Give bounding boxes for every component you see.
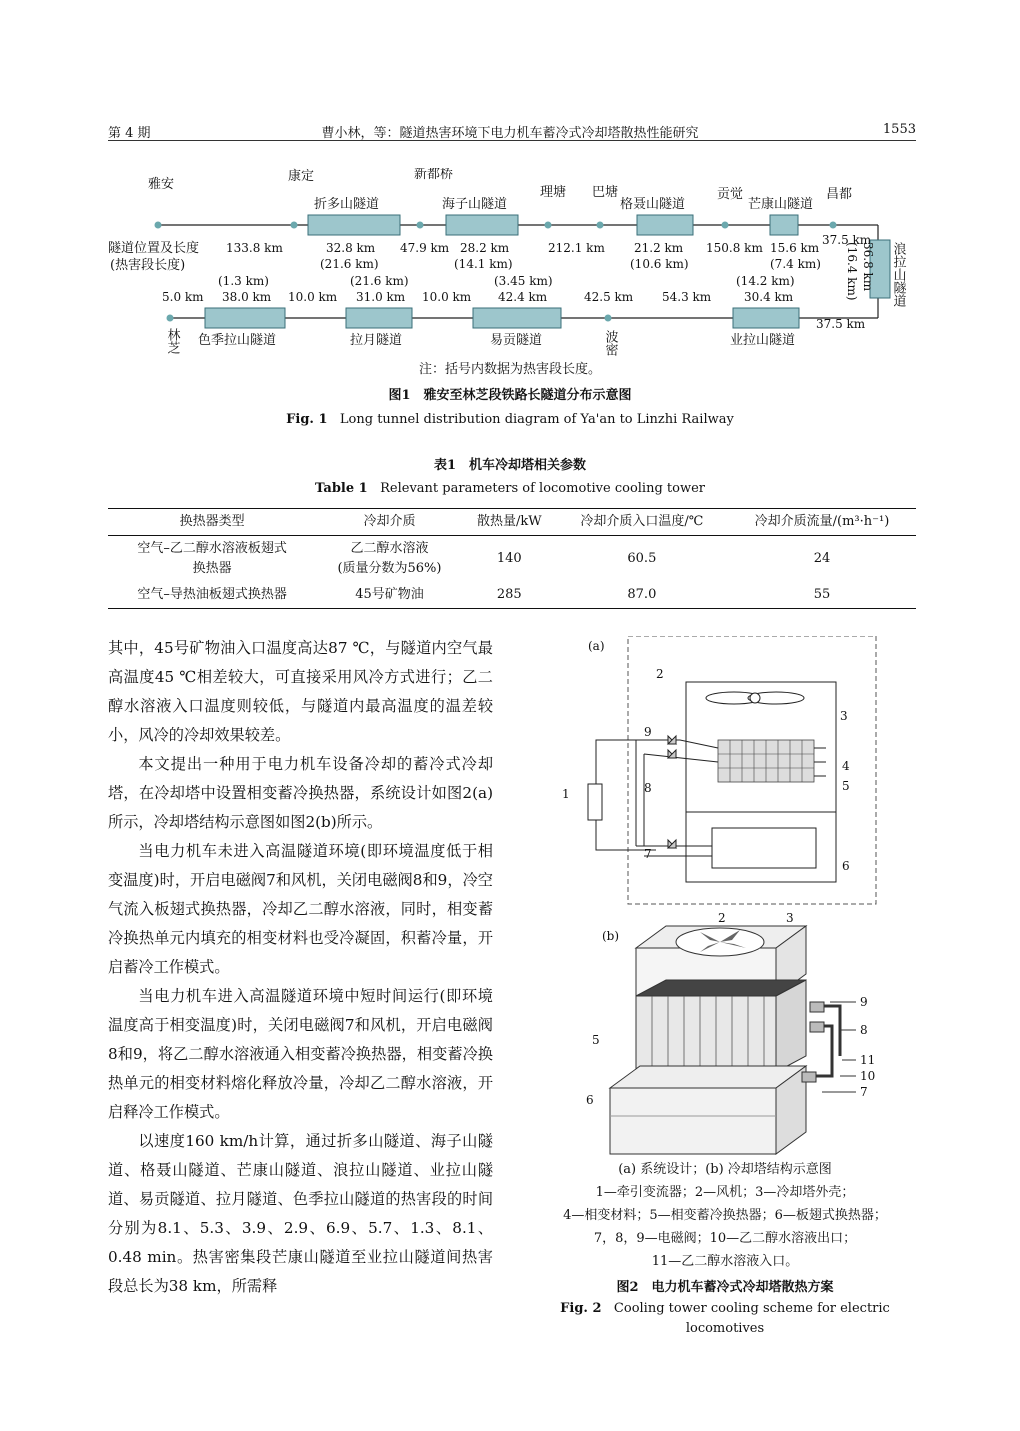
svg-text:47.9 km: 47.9 km: [400, 241, 450, 255]
fig1-note: 注：括号内数据为热害段长度。: [418, 362, 601, 377]
svg-text:8: 8: [860, 1023, 868, 1037]
svg-text:拉月隧道: 拉月隧道: [350, 333, 403, 348]
svg-text:(14.2 km): (14.2 km): [736, 274, 795, 288]
issue-number: 第 4 期: [108, 126, 151, 141]
table-header: 冷却介质: [316, 509, 463, 536]
svg-text:芒康山隧道: 芒康山隧道: [748, 197, 814, 212]
svg-text:38.0 km: 38.0 km: [222, 290, 272, 304]
svg-text:新都桥: 新都桥: [414, 168, 454, 182]
svg-text:(a): (a): [588, 639, 605, 653]
svg-text:2: 2: [718, 911, 726, 925]
tunnel-layue: [346, 308, 412, 328]
parameters-table: [108, 508, 916, 609]
svg-text:2: 2: [656, 667, 664, 681]
svg-text:折多山隧道: 折多山隧道: [314, 197, 380, 212]
svg-text:(3.45 km): (3.45 km): [494, 274, 553, 288]
svg-text:32.8 km: 32.8 km: [326, 241, 376, 255]
fig2-caption-en: Fig. 2 Cooling tower cooling scheme for electric locomotives: [560, 1301, 890, 1336]
tunnel-genieshan: [637, 215, 693, 235]
table-header-row: [108, 509, 916, 536]
svg-text:巴塘: 巴塘: [592, 185, 619, 200]
table-header: 冷却介质流量/(m³·h⁻¹): [728, 509, 916, 536]
table1-caption-cn: 表1 机车冷却塔相关参数: [433, 458, 587, 473]
tunnel-haizishan: [446, 215, 518, 235]
svg-text:5.0 km: 5.0 km: [162, 290, 204, 304]
fig2-caption-cn: 图2 电力机车蓄冷式冷却塔散热方案: [616, 1280, 834, 1295]
svg-text:(10.6 km): (10.6 km): [630, 257, 689, 271]
svg-text:(14.1 km): (14.1 km): [454, 257, 513, 271]
svg-text:133.8 km: 133.8 km: [226, 241, 283, 255]
paragraph: 本文提出一种用于电力机车设备冷却的蓄冷式冷却塔，在冷却塔中设置相变蓄冷换热器，系统设计如图2(a)所示，冷却塔结构示意图如图2(b)所示。: [108, 755, 493, 831]
svg-text:6: 6: [842, 859, 850, 873]
svg-text:54.3 km: 54.3 km: [662, 290, 712, 304]
svg-text:42.5 km: 42.5 km: [584, 290, 634, 304]
svg-text:212.1 km: 212.1 km: [548, 241, 605, 255]
svg-text:波密: 波密: [602, 330, 618, 356]
svg-text:36.8 km: 36.8 km: [861, 242, 875, 292]
table-header: 散热量/kW: [463, 509, 556, 536]
svg-text:21.2 km: 21.2 km: [634, 241, 684, 255]
svg-text:10.0 km: 10.0 km: [288, 290, 338, 304]
svg-text:5: 5: [592, 1033, 600, 1047]
svg-text:浪拉山隧道: 浪拉山隧道: [890, 242, 906, 307]
paragraph: 其中，45号矿物油入口温度高达87 ℃，与隧道内空气最高温度45 ℃相差较大，可直接采用风冷方式进行；乙二醇水溶液入口温度则较低，与隧道内最高温度的温差较小，风冷的冷却效果较差。: [108, 639, 493, 744]
svg-text:色季拉山隧道: 色季拉山隧道: [198, 333, 277, 348]
svg-text:3: 3: [786, 911, 794, 925]
table-row: 空气–乙二醇水溶液板翅式 换热器 乙二醇水溶液 (质量分数为56%) 140 60.5 24: [137, 541, 831, 576]
svg-text:37.5 km: 37.5 km: [816, 317, 866, 331]
table-row: 空气–导热油板翅式换热器 45号矿物油 285 87.0 55: [108, 582, 916, 609]
svg-text:(7.4 km): (7.4 km): [770, 257, 821, 271]
tunnel-distribution-diagram: [100, 168, 920, 368]
svg-text:31.0 km: 31.0 km: [356, 290, 406, 304]
svg-text:(热害段长度): (热害段长度): [110, 258, 186, 273]
tunnel-yigong: [473, 308, 561, 328]
svg-text:理塘: 理塘: [540, 185, 567, 200]
svg-text:28.2 km: 28.2 km: [460, 241, 510, 255]
svg-text:9: 9: [644, 725, 652, 739]
fig1-caption-cn: 图1 雅安至林芝段铁路长隧道分布示意图: [388, 388, 632, 403]
svg-text:7: 7: [860, 1085, 868, 1099]
svg-text:37.5 km: 37.5 km: [822, 233, 872, 247]
svg-text:5: 5: [842, 779, 850, 793]
header-rule: [108, 140, 916, 141]
svg-text:雅安: 雅安: [148, 177, 175, 192]
svg-text:1: 1: [562, 787, 570, 801]
svg-text:9: 9: [860, 995, 868, 1009]
svg-text:150.8 km: 150.8 km: [706, 241, 763, 255]
svg-text:42.4 km: 42.4 km: [498, 290, 548, 304]
svg-text:业拉山隧道: 业拉山隧道: [730, 333, 796, 348]
svg-text:海子山隧道: 海子山隧道: [442, 197, 508, 212]
svg-text:3: 3: [840, 709, 848, 723]
svg-text:昌都: 昌都: [826, 187, 853, 202]
page-number: 1553: [882, 122, 916, 137]
svg-text:林芝: 林芝: [164, 328, 180, 354]
svg-text:8: 8: [644, 781, 652, 795]
svg-text:10.0 km: 10.0 km: [422, 290, 472, 304]
svg-text:11: 11: [860, 1053, 876, 1067]
svg-text:15.6 km: 15.6 km: [770, 241, 820, 255]
svg-text:(21.6 km): (21.6 km): [320, 257, 379, 271]
fig2-legend: (a) 系统设计；(b) 冷却塔结构示意图 1—牵引变流器；2—风机；3—冷却塔外壳； 4—相变材料；5—相变蓄冷换热器；6—板翅式换热器； 7，8，9—电磁阀；10—乙二醇水溶液出口； 11—乙二醇水溶液入口。: [563, 1162, 887, 1269]
svg-text:易贡隧道: 易贡隧道: [490, 333, 543, 348]
svg-text:10: 10: [860, 1069, 876, 1083]
svg-text:7: 7: [644, 847, 652, 861]
fig1-caption-en: Fig. 1 Long tunnel distribution diagram of Ya'an to Linzhi Railway: [286, 412, 734, 427]
svg-text:(b): (b): [602, 929, 620, 943]
tunnel-mangkangshan: [770, 215, 798, 235]
svg-text:(21.6 km): (21.6 km): [350, 274, 409, 288]
paragraph: 以速度160 km/h计算，通过折多山隧道、海子山隧道、格聂山隧道、芒康山隧道、浪拉山隧道、业拉山隧道、易贡隧道、拉月隧道、色季拉山隧道的热害段的时间分别为8.1、5.3、3.9、2.9、6.9、5.7、1.3、8.1、0.48 min。热害密集段芒康山隧道至业拉山隧道间热害段总长为38 km，所需释: [108, 1132, 493, 1295]
running-title: 曹小林，等：隧道热害环境下电力机车蓄冷式冷却塔散热性能研究: [321, 126, 699, 141]
svg-text:格聂山隧道: 格聂山隧道: [620, 197, 686, 212]
tunnel-yelashan: [733, 308, 799, 328]
table-header: 换热器类型: [108, 509, 316, 536]
svg-text:(1.3 km): (1.3 km): [218, 274, 269, 288]
svg-text:(16.4 km): (16.4 km): [845, 242, 859, 301]
table1-caption-en: Table 1 Relevant parameters of locomotive cooling tower: [314, 481, 706, 496]
paragraph: 当电力机车未进入高温隧道环境(即环境温度低于相变温度)时，开启电磁阀7和风机，关闭电磁阀8和9，冷空气流入板翅式换热器，冷却乙二醇水溶液，同时，相变蓄冷换热单元内填充的相变材料也受冷凝固，积蓄冷量，开启蓄冷工作模式。: [108, 842, 493, 976]
table-header: 冷却介质入口温度/℃: [556, 509, 728, 536]
svg-text:康定: 康定: [288, 169, 315, 184]
svg-text:隧道位置及长度: 隧道位置及长度: [108, 241, 200, 256]
body-text: [108, 634, 493, 1301]
paragraph: 当电力机车进入高温隧道环境中短时间运行(即环境温度高于相变温度)时，关闭电磁阀7和风机，开启电磁阀8和9，将乙二醇水溶液通入相变蓄冷换热器，相变蓄冷换热单元的相变材料熔化释放冷量，冷却乙二醇水溶液，开启释冷工作模式。: [108, 987, 493, 1121]
svg-text:贡觉: 贡觉: [717, 187, 744, 202]
cooling-tower-scheme: [540, 636, 920, 1156]
tunnel-sejilashan: [205, 308, 285, 328]
svg-text:4: 4: [842, 759, 850, 773]
tunnel-zheduoshan: [308, 215, 400, 235]
svg-text:6: 6: [586, 1093, 594, 1107]
svg-text:30.4 km: 30.4 km: [744, 290, 794, 304]
